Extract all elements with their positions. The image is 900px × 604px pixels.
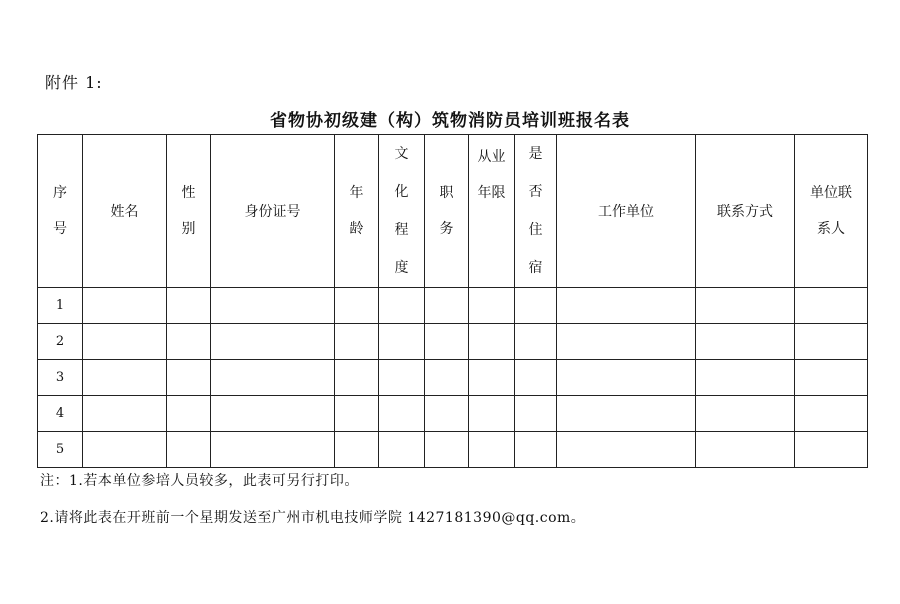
form-title: 省物协初级建（构）筑物消防员培训班报名表 (270, 111, 630, 131)
header-education-char-3: 程 (394, 222, 409, 238)
header-unit-contact (795, 135, 868, 288)
work-unit-cell[interactable] (557, 288, 696, 324)
registration-table (37, 134, 868, 468)
header-seq-char-1: 序 (53, 185, 67, 201)
years-cell[interactable] (469, 288, 515, 324)
row-number: 3 (38, 360, 83, 396)
table-body (38, 288, 868, 468)
contact-cell[interactable] (696, 360, 795, 396)
age-cell[interactable] (335, 396, 379, 432)
header-gender (167, 135, 211, 288)
contact-cell[interactable] (696, 288, 795, 324)
education-cell[interactable] (379, 432, 425, 468)
table-row (38, 288, 868, 324)
contact-cell[interactable] (696, 396, 795, 432)
header-name: 姓名 (83, 135, 167, 288)
name-cell[interactable] (83, 288, 167, 324)
years-cell[interactable] (469, 432, 515, 468)
lodging-cell[interactable] (515, 396, 557, 432)
name-cell[interactable] (83, 432, 167, 468)
age-cell[interactable] (335, 432, 379, 468)
header-education (379, 135, 425, 288)
unit-contact-cell[interactable] (795, 360, 868, 396)
header-position (425, 135, 469, 288)
header-education-char-1: 文 (394, 146, 409, 162)
header-lodging-char-4: 宿 (528, 260, 543, 276)
years-cell[interactable] (469, 360, 515, 396)
id-number-cell[interactable] (211, 396, 335, 432)
table-row (38, 360, 868, 396)
header-years-line-2: 年限 (477, 185, 506, 201)
header-position-char-1: 职 (439, 185, 454, 201)
education-cell[interactable] (379, 324, 425, 360)
education-cell[interactable] (379, 360, 425, 396)
attachment-label: 附件 1: (45, 73, 103, 92)
name-cell[interactable] (83, 360, 167, 396)
contact-cell[interactable] (696, 324, 795, 360)
row-number: 2 (38, 324, 83, 360)
header-lodging-char-1: 是 (528, 146, 543, 162)
header-unit-contact-line-2: 系人 (817, 221, 845, 237)
position-cell[interactable] (425, 324, 469, 360)
work-unit-cell[interactable] (557, 396, 696, 432)
years-cell[interactable] (469, 396, 515, 432)
table-row (38, 324, 868, 360)
lodging-cell[interactable] (515, 432, 557, 468)
id-number-cell[interactable] (211, 288, 335, 324)
unit-contact-cell[interactable] (795, 288, 868, 324)
age-cell[interactable] (335, 324, 379, 360)
work-unit-cell[interactable] (557, 360, 696, 396)
work-unit-cell[interactable] (557, 432, 696, 468)
gender-cell[interactable] (167, 432, 211, 468)
contact-cell[interactable] (696, 432, 795, 468)
row-number: 5 (38, 432, 83, 468)
note-1: 注：1.若本单位参培人员较多，此表可另行打印。 (40, 473, 359, 489)
header-unit-contact-line-1: 单位联 (810, 185, 852, 201)
id-number-cell[interactable] (211, 324, 335, 360)
row-number: 4 (38, 396, 83, 432)
header-lodging-char-2: 否 (528, 184, 543, 200)
position-cell[interactable] (425, 432, 469, 468)
row-number: 1 (38, 288, 83, 324)
header-work-unit: 工作单位 (557, 135, 696, 288)
header-lodging (515, 135, 557, 288)
lodging-cell[interactable] (515, 360, 557, 396)
header-gender-char-2: 别 (181, 221, 196, 237)
age-cell[interactable] (335, 288, 379, 324)
note-2: 2.请将此表在开班前一个星期发送至广州市机电技师学院 1427181390@qq.com。 (40, 510, 586, 526)
header-age-char-2: 龄 (349, 221, 364, 237)
work-unit-cell[interactable] (557, 324, 696, 360)
table-row (38, 396, 868, 432)
header-years (469, 135, 515, 288)
header-education-char-4: 度 (394, 260, 409, 276)
header-position-char-2: 务 (439, 221, 454, 237)
header-gender-char-1: 性 (181, 185, 196, 201)
header-row (38, 135, 868, 288)
age-cell[interactable] (335, 360, 379, 396)
unit-contact-cell[interactable] (795, 432, 868, 468)
lodging-cell[interactable] (515, 324, 557, 360)
header-age-char-1: 年 (349, 185, 364, 201)
unit-contact-cell[interactable] (795, 324, 868, 360)
header-contact: 联系方式 (696, 135, 795, 288)
header-seq (38, 135, 83, 288)
header-id-number: 身份证号 (211, 135, 335, 288)
gender-cell[interactable] (167, 360, 211, 396)
education-cell[interactable] (379, 396, 425, 432)
header-lodging-char-3: 住 (528, 222, 543, 238)
position-cell[interactable] (425, 360, 469, 396)
id-number-cell[interactable] (211, 432, 335, 468)
position-cell[interactable] (425, 396, 469, 432)
gender-cell[interactable] (167, 288, 211, 324)
name-cell[interactable] (83, 396, 167, 432)
header-education-char-2: 化 (394, 184, 409, 200)
id-number-cell[interactable] (211, 360, 335, 396)
years-cell[interactable] (469, 324, 515, 360)
position-cell[interactable] (425, 288, 469, 324)
lodging-cell[interactable] (515, 288, 557, 324)
table-row (38, 432, 868, 468)
gender-cell[interactable] (167, 396, 211, 432)
education-cell[interactable] (379, 288, 425, 324)
unit-contact-cell[interactable] (795, 396, 868, 432)
header-age (335, 135, 379, 288)
header-years-line-1: 从业 (477, 149, 506, 165)
gender-cell[interactable] (167, 324, 211, 360)
name-cell[interactable] (83, 324, 167, 360)
header-seq-char-2: 号 (53, 221, 67, 237)
